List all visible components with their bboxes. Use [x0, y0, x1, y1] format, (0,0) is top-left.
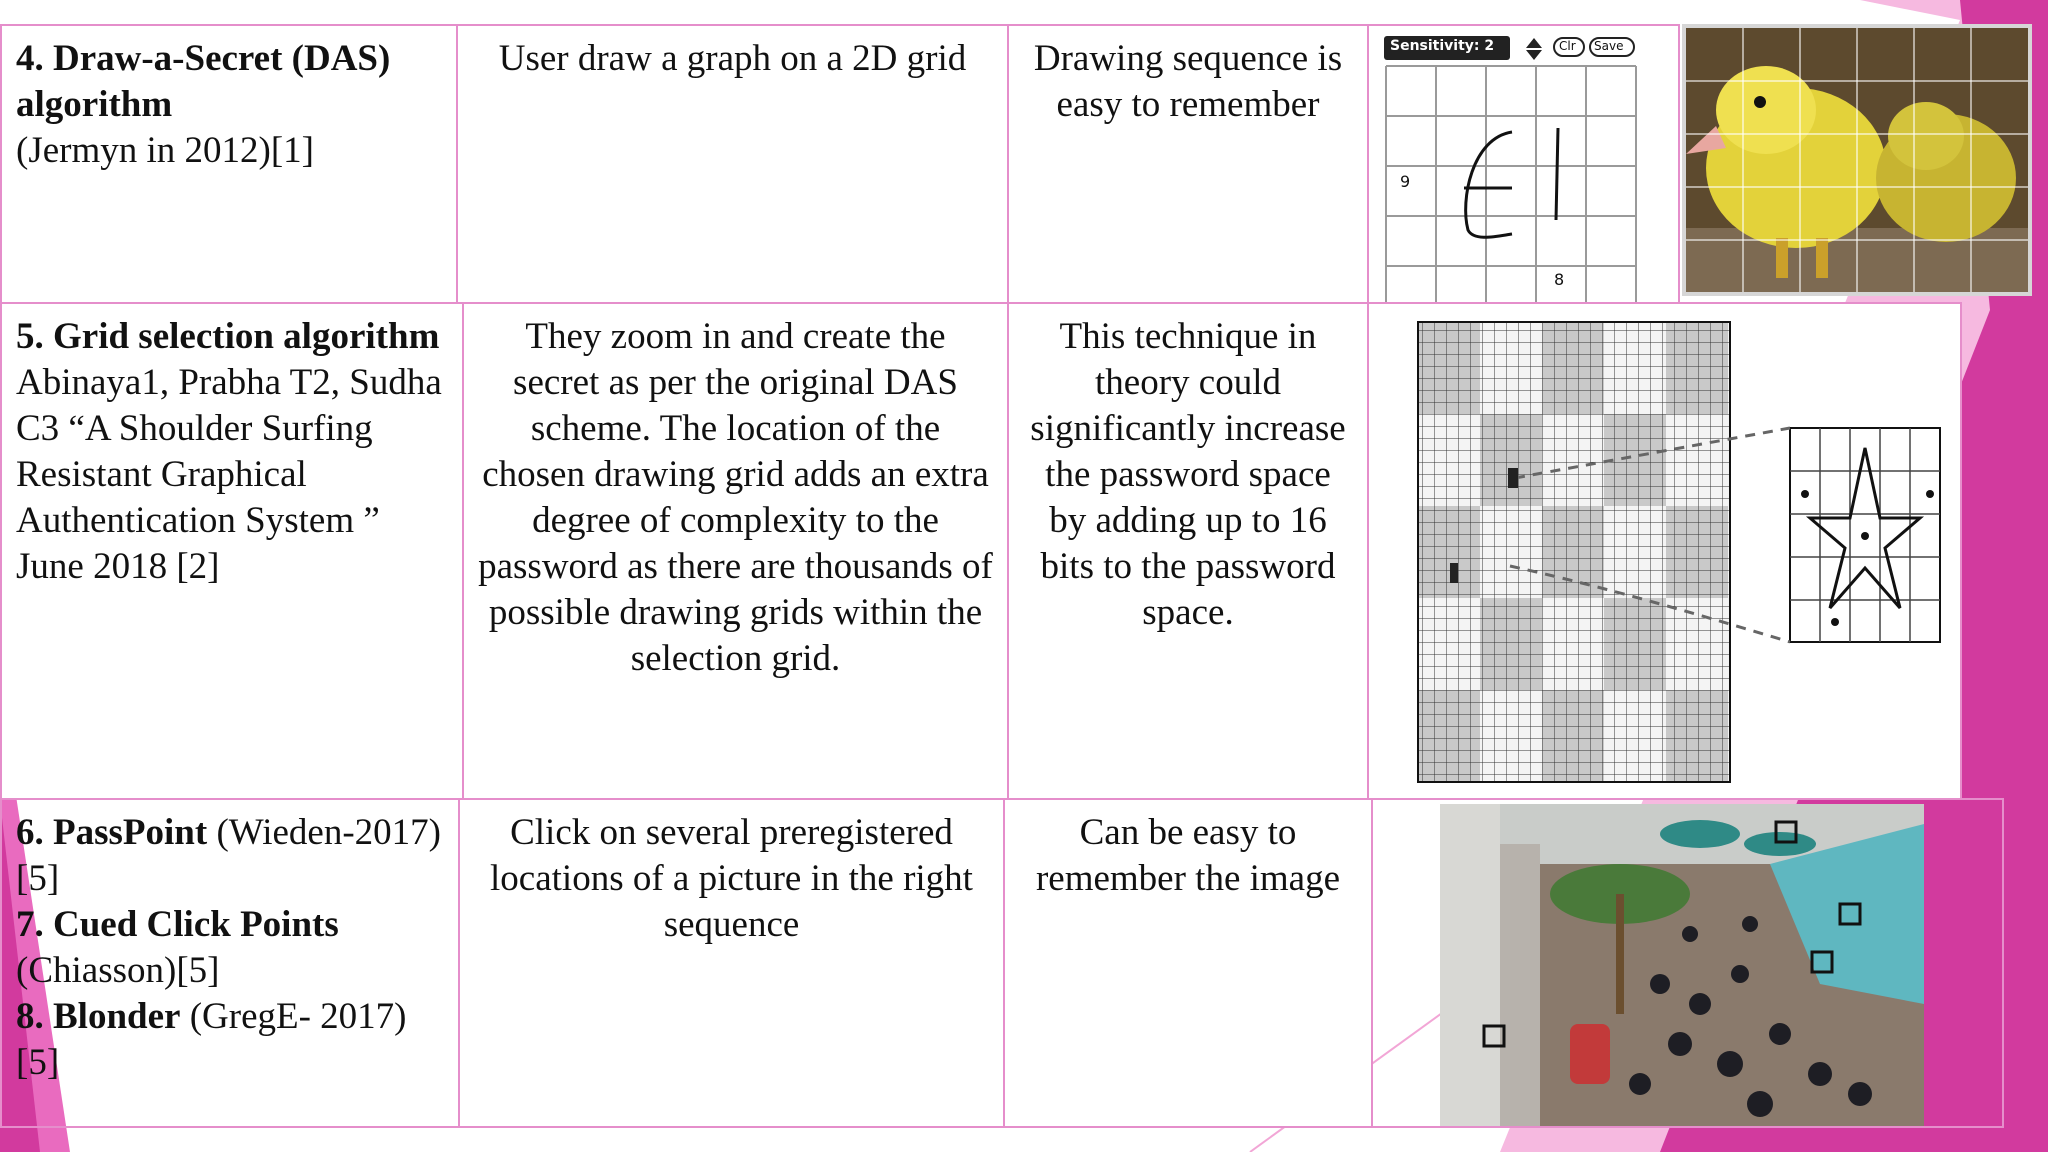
cued-click-points-title: 7. Cued Click Points: [16, 904, 339, 945]
clear-button[interactable]: Clr: [1559, 39, 1576, 53]
duckling-photo: [1682, 24, 2032, 296]
row1-description-cell: [456, 24, 1009, 304]
cued-click-points-author: (Chiasson)[5]: [16, 950, 220, 991]
row3-advantage: Can be easy to remember the image: [1035, 812, 1341, 899]
row2-advantage-cell: [1007, 302, 1369, 800]
row1-advantage: Drawing sequence is easy to remember: [1033, 38, 1343, 125]
row2-method-author: Abinaya1, Prabha T2, Sudha C3 “A Shoulder Surfing Resistant Graphical Authentication System ” June 2018 [2]: [16, 362, 442, 587]
row3-method-cell: [0, 798, 460, 1128]
row2-advantage: This technique in theory could significantly increase the password space by adding up to 16 bits to the password space.: [1030, 316, 1346, 633]
row2-description: They zoom in and create the secret as per the original DAS scheme. The location of the chosen drawing grid adds an extra degree of complexity to the password as there are thousands of possible drawing grids within the selection grid.: [478, 316, 993, 679]
passpoints-crowd-photo: [1440, 804, 1924, 1126]
row2-method-cell: [0, 302, 464, 800]
row2-description-cell: [462, 302, 1009, 800]
row3-advantage-cell: [1003, 798, 1373, 1128]
sensitivity-label: Sensitivity: 2: [1390, 38, 1495, 54]
passpoint-title: 6. PassPoint: [16, 812, 208, 853]
passpoint-author: (Wieden-2017)[5]: [16, 812, 441, 899]
row1-method-cell: [0, 24, 458, 304]
grid-selection-diagram: [1410, 318, 1950, 788]
save-button[interactable]: Save: [1594, 39, 1624, 53]
blonder-author: (GregE- 2017) [5]: [16, 996, 407, 1083]
row1-description: User draw a graph on a 2D grid: [498, 38, 967, 79]
row3-entry-cued-click-points: [16, 902, 444, 994]
blonder-title: 8. Blonder: [16, 996, 181, 1037]
das-drawing-pad-image: [1380, 30, 1650, 302]
row1-method-title: 4. Draw-a-Secret (DAS) algorithm: [16, 38, 391, 125]
row3-entry-blonder: [16, 994, 444, 1086]
grid-mark-left: 9: [1400, 172, 1411, 191]
row3-description-cell: [458, 798, 1005, 1128]
row1-advantage-cell: [1007, 24, 1369, 304]
row2-method-title: 5. Grid selection algorithm: [16, 316, 440, 357]
row3-entry-passpoint: [16, 810, 444, 902]
row1-method-author: (Jermyn in 2012)[1]: [16, 130, 314, 171]
row3-description: Click on several preregistered locations of a picture in the right sequence: [490, 812, 973, 945]
grid-mark-bottom: 8: [1554, 270, 1565, 289]
